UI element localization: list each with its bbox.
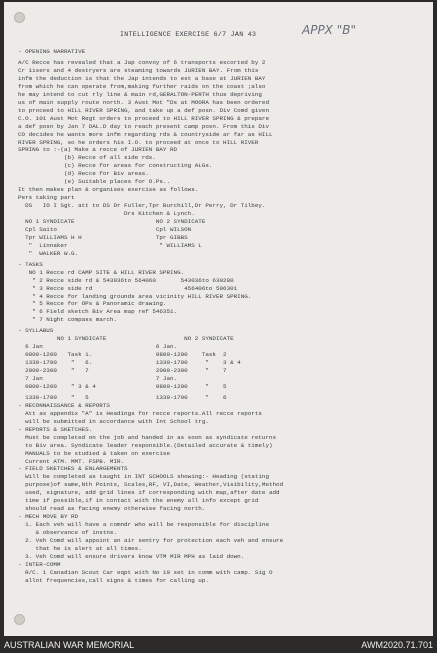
text-line: (e) Suitable places for O.Ps.. xyxy=(18,178,171,186)
text-line: 6 Jan 6 Jan. xyxy=(18,343,178,351)
text-line: DS IO I Sgt. att to DS Dr Fuller,Tpr Burchill,Dr Perry, Dr Tilbey. xyxy=(18,202,266,209)
text-line: purpose)of same,Nth Points, Scales,RF, VI,Date, Weather,Visibility,Method xyxy=(18,481,284,489)
text-line: " 5 Recce for OPs & Panoramic drawing. xyxy=(18,300,167,308)
text-line: used, signature, add grid lines if corresponding with map,after date add xyxy=(18,489,280,497)
punch-hole xyxy=(14,12,25,23)
text-line: 1330-1700 " 6. 1330-1700 " 3 & 4 xyxy=(18,359,241,367)
text-line: SPRING to :-(a) Make a recce of JURIEN BAY RD xyxy=(18,146,178,154)
text-line: Cpl Saito Cpl WILSON xyxy=(18,225,192,233)
text-line: that he is alert at all times. xyxy=(18,544,142,552)
handwritten-annotation: APPX "B" xyxy=(302,23,356,37)
text-line: " 3 Recce side rd 456406to 506301 xyxy=(18,284,238,292)
text-line: - INTER-COMM xyxy=(18,560,61,568)
text-line: CO decides he wants more infm regarding rds & countryside ar far as HILL xyxy=(18,130,273,138)
text-line: Must be completed on the job and handed in as soon as syndicate returns xyxy=(18,433,277,441)
footer-credit: AUSTRALIAN WAR MEMORIAL xyxy=(4,640,135,650)
text-line: & observance of instns. xyxy=(18,529,117,536)
text-line: Pers taking part xyxy=(18,194,75,202)
text-line: 2. Veh Comd will appoint an air sentry for protection each veh and ensure xyxy=(18,537,284,544)
text-line: It then makes plan & organises exercise as follows. xyxy=(18,186,199,194)
text-line: " WALKER W.G. xyxy=(18,249,79,257)
text-line: - REPORTS & SKETCHES. xyxy=(18,425,93,433)
text-line: 0800-1200 Task 1. 0800-1200 Task 2 xyxy=(18,351,227,359)
text-line: RIVER SPRING, so he orders his I.O. to proceed at once to HILL RIVER xyxy=(18,138,259,146)
text-line: (b) Recce of all side rds. xyxy=(18,154,156,162)
text-line: Att as appendix "A" is Headings for recce reports.All recce reports xyxy=(18,409,262,417)
text-line: " Linnaker " WILLIAMS L xyxy=(18,241,202,249)
text-line: NO 1 SYNDICATE NO 2 SYNDICATE xyxy=(18,335,234,343)
text-line: infm the deduction is that the Jap intends to est a base at JURIEN BAY xyxy=(18,74,266,82)
text-line: Cr iisers and 4 destryers are steaming towards JURIEN BAY. From this xyxy=(18,66,259,74)
text-line: 1330-1700 " 5 1330-1700 " 6 xyxy=(18,393,227,401)
text-line: us of main supply route north. 3 Aust Mot "Ds at MOORA has been ordered xyxy=(18,98,269,106)
text-line: (d) Recce for Biv areas. xyxy=(18,170,149,178)
text-line: " 4 Recce for landing grounds area vicinity HILL RIVER SPRING. xyxy=(18,292,252,300)
text-line: to Biv area. Syndicate leader responsible.(Detailed accurate & timely) xyxy=(18,441,273,449)
text-line: 1. Each veh will have a comndr who will be responsible for discipline xyxy=(18,521,269,529)
text-line: - MECH MOVE BY RD xyxy=(18,513,79,521)
text-line: A/C Recce has revealed that a Jap convoy of 6 transports escorted by 2 xyxy=(18,59,266,66)
text-line: MANUALS to be studied & taken on exercise xyxy=(18,449,171,457)
punch-hole xyxy=(14,614,25,625)
text-line: C.O. 101 Aust Mot Regt orders to proceed to HILL RIVER SPRING & prepare xyxy=(18,114,269,122)
text-line: 0800-1200 " 3 & 4 0800-1200 " 5 xyxy=(18,382,227,390)
text-line: should read as facing enemy otherwise facing north. xyxy=(18,505,206,513)
text-line: a def posn by Jan 7 DAL.D day to reach present camp posn. From this Div xyxy=(18,122,269,130)
text-line: - RECONNAISSANCE & REPORTS xyxy=(18,401,110,409)
text-line: NO 1 Recce rd CAMP SITE & HILL RIVER SPRING. xyxy=(18,268,185,276)
text-line: - SYLLABUS xyxy=(18,327,54,335)
text-line: NO 1 SYNDICATE NO 2 SYNDICATE xyxy=(18,217,206,225)
text-line: 7 Jan 7 Jan. xyxy=(18,375,178,382)
text-line: he may intend to cut rly line & main rd,GERALTON-PERTH thus depriving xyxy=(18,90,262,98)
text-line: Will be completed as taught in INT SCHOOLS showing:- Heading (stating xyxy=(18,473,269,481)
text-line: Drs Kitchen & Lynch. xyxy=(18,210,195,217)
document-title: INTELLIGENCE EXERCISE 6/7 JAN 43 xyxy=(120,31,257,38)
text-line: will be submitted in accordance with Int School trg. xyxy=(18,417,209,425)
text-line: (c) Recce for areas for constructing ALGs. xyxy=(18,162,213,170)
text-line: to proceed to HILL RIVER SPRING, and take up a def posn. Div Comd given xyxy=(18,106,269,114)
document-page xyxy=(4,2,433,636)
text-line: Tpr WILLIAMS H H Tpr GIBBS xyxy=(18,233,188,241)
footer-accession-number: AWM2020.71.701 xyxy=(361,640,433,650)
text-line: - FIELD SKETCHES & ENLARGEMENTS xyxy=(18,465,128,473)
text-line: Current ATM. MMT. FSPB. MIR. xyxy=(18,457,125,465)
text-line: " 2 Recce side rd & 543036to 564060 543036to 630280 xyxy=(18,276,234,284)
text-line: " 6 Field sketch Biv Area map ref 546351. xyxy=(18,308,178,316)
text-line: time if possible,if in contact with the enemy all info except grid xyxy=(18,497,259,505)
text-line: R/C. 1 Canadian Scout Car eqpt with No 19 set in comm with camp. Sig O xyxy=(18,568,273,576)
text-line: - TASKS xyxy=(18,260,43,268)
text-line: allot frequencies,call signs & times for calling up. xyxy=(18,576,209,584)
text-line: 3. Veh Comd will ensure drivers know VTM MIR MPH as laid down. xyxy=(18,552,245,560)
text-line: " 7 Night compass march. xyxy=(18,316,117,324)
text-line: 2000-2300 " 7 2000-2300 " 7 xyxy=(18,367,227,374)
text-line: - OPENING NARRATIVE xyxy=(18,48,86,55)
text-line: from which he can operate from,making further raids on the coast ;also xyxy=(18,82,266,90)
